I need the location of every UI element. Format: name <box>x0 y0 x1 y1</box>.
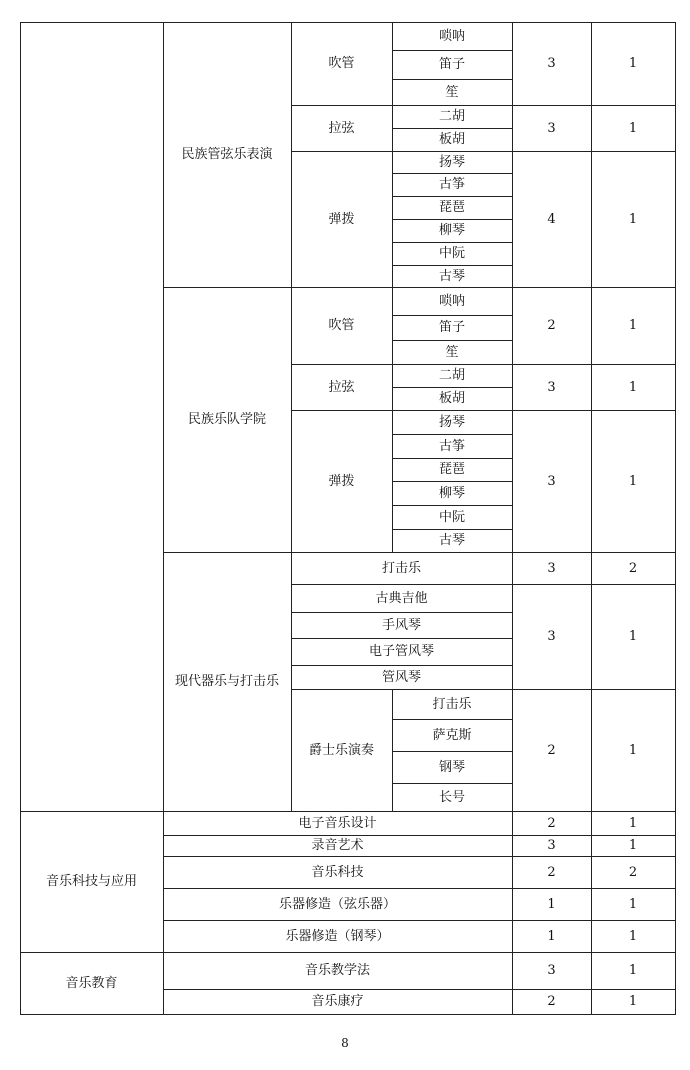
item-cell: 电子音乐设计 <box>298 815 377 831</box>
table-rule-v <box>675 22 676 1015</box>
instrument-cell: 中阮 <box>438 246 465 261</box>
count-a-cell: 3 <box>547 473 556 489</box>
count-a-cell: 3 <box>547 379 556 395</box>
item-cell: 音乐教学法 <box>304 963 370 978</box>
instrument-cell: 板胡 <box>438 391 465 406</box>
count-a-cell: 2 <box>547 318 556 333</box>
instrument-cell: 打击乐 <box>432 696 472 712</box>
item-cell: 管风琴 <box>381 669 421 685</box>
instrument-cell: 笛子 <box>438 57 465 72</box>
group-label: 现代器乐与打击乐 <box>174 674 279 689</box>
count-b-cell: 1 <box>628 838 638 853</box>
count-a-cell: 2 <box>547 864 556 880</box>
count-a-cell: 3 <box>547 629 556 644</box>
count-b-cell: 1 <box>628 473 638 489</box>
instrument-cell: 笛子 <box>438 320 465 335</box>
item-cell: 手风琴 <box>381 617 421 633</box>
count-a-cell: 3 <box>547 838 556 853</box>
count-b-cell: 1 <box>628 994 638 1009</box>
count-b-cell: 1 <box>628 963 638 978</box>
count-b-cell: 1 <box>628 120 638 136</box>
count-a-cell: 2 <box>547 815 556 831</box>
item-cell: 音乐康疗 <box>311 994 364 1009</box>
count-b-cell: 2 <box>628 560 638 576</box>
item-cell: 打击乐 <box>381 560 421 576</box>
count-a-cell: 3 <box>547 963 556 978</box>
instrument-cell: 琵琶 <box>438 462 465 477</box>
item-cell: 乐器修造（弦乐器） <box>278 896 396 912</box>
family-label: 吹管 <box>328 56 355 71</box>
instrument-cell: 板胡 <box>438 132 465 147</box>
instrument-cell: 古琴 <box>438 268 465 284</box>
instrument-cell: 扬琴 <box>438 414 465 430</box>
count-b-cell: 1 <box>628 318 638 333</box>
category-label: 音乐教育 <box>65 975 118 991</box>
instrument-cell: 古筝 <box>438 177 465 192</box>
family-label: 拉弦 <box>328 120 355 136</box>
instrument-cell: 二胡 <box>438 368 465 383</box>
item-cell: 电子管风琴 <box>368 644 434 659</box>
count-b-cell: 1 <box>628 629 638 644</box>
instrument-cell: 琵琶 <box>438 200 465 215</box>
count-b-cell: 1 <box>628 379 638 395</box>
count-b-cell: 1 <box>628 928 638 944</box>
instrument-cell: 唢呐 <box>438 28 465 44</box>
count-a-cell: 3 <box>547 120 556 136</box>
item-cell: 乐器修造（钢琴） <box>285 928 390 944</box>
count-a-cell: 3 <box>547 560 556 576</box>
instrument-cell: 钢琴 <box>438 759 465 775</box>
instrument-cell: 柳琴 <box>438 485 465 501</box>
family-label: 拉弦 <box>328 379 355 395</box>
count-b-cell: 1 <box>628 211 638 227</box>
count-b-cell: 1 <box>628 56 638 71</box>
family-label: 吹管 <box>328 318 355 333</box>
item-cell: 古典吉他 <box>375 590 428 606</box>
instrument-cell: 中阮 <box>438 509 465 525</box>
item-cell: 音乐科技 <box>311 864 364 880</box>
count-a-cell: 1 <box>547 896 556 912</box>
group-label: 民族乐队学院 <box>187 412 266 427</box>
instrument-cell: 古筝 <box>438 438 465 454</box>
instrument-cell: 笙 <box>445 344 459 360</box>
instrument-cell: 萨克斯 <box>432 727 472 743</box>
instrument-cell: 唢呐 <box>438 293 465 309</box>
category-label: 音乐科技与应用 <box>45 874 137 889</box>
family-label: 爵士乐演奏 <box>308 742 374 758</box>
table-rule-h <box>20 1014 676 1015</box>
count-a-cell: 2 <box>547 742 556 758</box>
instrument-cell: 扬琴 <box>438 154 465 170</box>
family-label: 弹拨 <box>328 473 355 489</box>
count-a-cell: 1 <box>547 928 556 944</box>
count-b-cell: 2 <box>628 864 638 880</box>
group-label: 民族管弦乐表演 <box>181 147 273 162</box>
count-b-cell: 1 <box>628 896 638 912</box>
count-b-cell: 1 <box>628 815 638 831</box>
page-number: 8 <box>341 1036 349 1050</box>
count-b-cell: 1 <box>628 742 638 758</box>
item-cell: 录音艺术 <box>311 838 364 853</box>
count-a-cell: 2 <box>547 994 556 1009</box>
instrument-cell: 长号 <box>438 789 465 805</box>
count-a-cell: 3 <box>547 56 556 71</box>
instrument-cell: 柳琴 <box>438 223 465 238</box>
instrument-cell: 古琴 <box>438 533 465 548</box>
instrument-cell: 笙 <box>445 84 459 100</box>
instrument-cell: 二胡 <box>438 109 465 124</box>
family-label: 弹拨 <box>328 211 355 227</box>
count-a-cell: 4 <box>547 211 556 227</box>
